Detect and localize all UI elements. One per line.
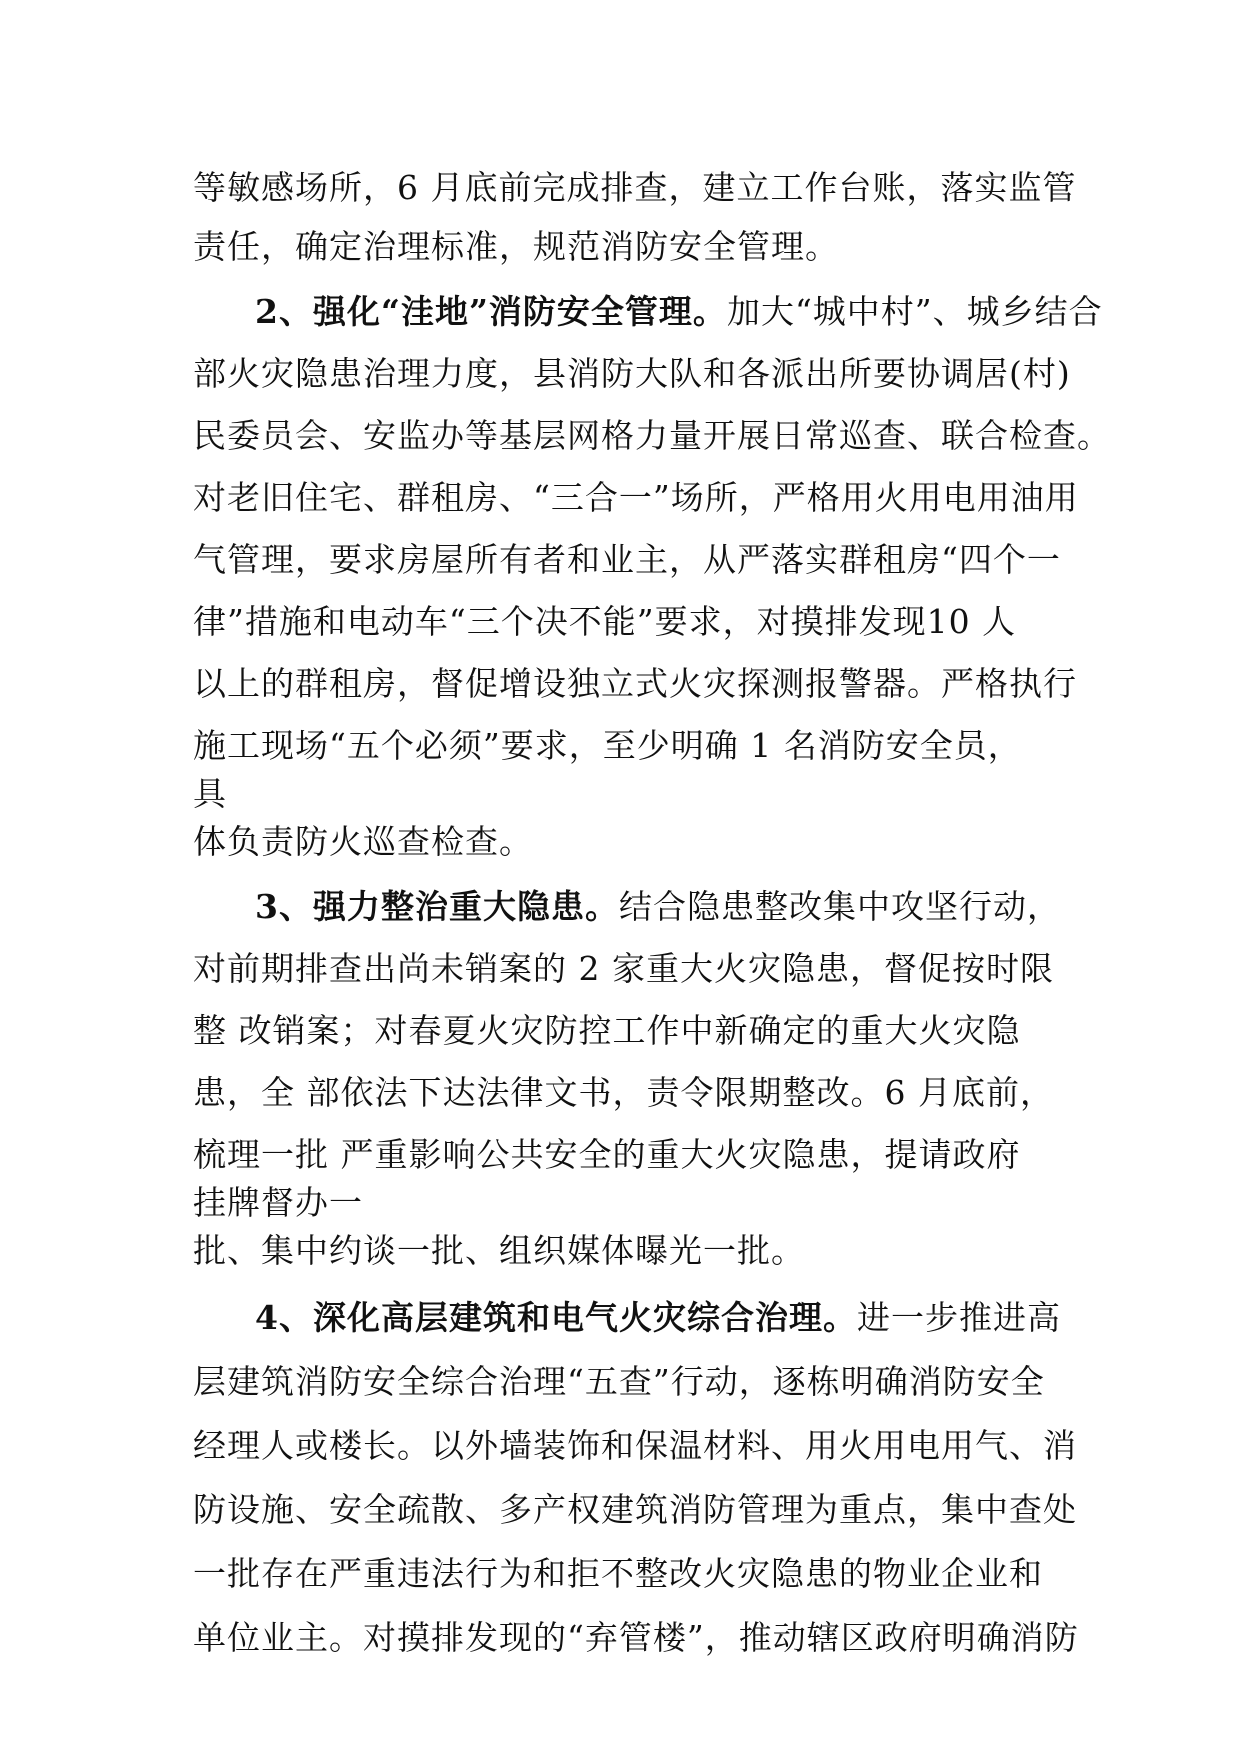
text-line: 体负责防火巡查检查。: [193, 822, 533, 861]
paragraph-2-heading: 2、强化“洼地”消防安全管理。: [255, 292, 727, 331]
paragraph-4-heading: 4、深化高层建筑和电气火灾综合治理。: [255, 1298, 857, 1337]
text-line: 梳理一批 严重影响公共安全的重大火灾隐患，提请政府: [193, 1135, 1021, 1174]
text-line: 责任，确定治理标准，规范消防安全管理。: [193, 227, 839, 266]
paragraph-2-first-line: [255, 292, 1103, 332]
paragraph-3-text: 结合隐患整改集中攻坚行动，: [618, 887, 1061, 926]
text-line: 挂牌督办一: [193, 1183, 363, 1222]
text-line: 层建筑消防安全综合治理“五查”行动，逐栋明确消防安全: [193, 1362, 1045, 1401]
text-line: 施工现场“五个必须”要求，至少明确 1 名消防安全员，: [193, 726, 1022, 765]
text-line: 批、集中约谈一批、组织媒体曝光一批。: [193, 1231, 805, 1270]
text-line: 一批存在严重违法行为和拒不整改火灾隐患的物业企业和: [193, 1554, 1043, 1593]
paragraph-3-heading: 3、强力整治重大隐患。: [255, 887, 619, 926]
text-line: 患，全 部依法下达法律文书，责令限期整改。6 月底前，: [193, 1073, 1054, 1112]
text-line: 部火灾隐患治理力度，县消防大队和各派出所要协调居(村): [193, 354, 1071, 393]
text-line: 具: [193, 774, 227, 813]
text-line: 气管理，要求房屋所有者和业主，从严落实群租房“四个一: [193, 540, 1061, 579]
paragraph-3-first-line: [255, 887, 1061, 927]
text-line: 单位业主。对摸排发现的“弃管楼”，推动辖区政府明确消防: [193, 1618, 1079, 1657]
text-line: 以上的群租房，督促增设独立式火灾探测报警器。严格执行: [193, 664, 1077, 703]
text-line: 整 改销案；对春夏火灾防控工作中新确定的重大火灾隐: [193, 1011, 1021, 1050]
paragraph-4-first-line: [255, 1298, 1061, 1338]
paragraph-2-text: 加大“城中村”、城乡结合: [726, 292, 1103, 331]
text-line: 防设施、安全疏散、多产权建筑消防管理为重点，集中查处: [193, 1490, 1077, 1529]
text-line: 经理人或楼长。以外墙装饰和保温材料、用火用电用气、消: [193, 1426, 1077, 1465]
text-line: 等敏感场所，6 月底前完成排查，建立工作台账，落实监管: [193, 168, 1077, 207]
text-line: 民委员会、安监办等基层网格力量开展日常巡查、联合检查。: [193, 416, 1111, 455]
paragraph-4-text: 进一步推进高: [856, 1298, 1061, 1337]
text-line: 律”措施和电动车“三个决不能”要求，对摸排发现10 人: [193, 602, 1017, 641]
text-line: 对前期排查出尚未销案的 2 家重大火灾隐患，督促按时限: [193, 949, 1054, 988]
text-line: 对老旧住宅、群租房、“三合一”场所，严格用火用电用油用: [193, 478, 1079, 517]
